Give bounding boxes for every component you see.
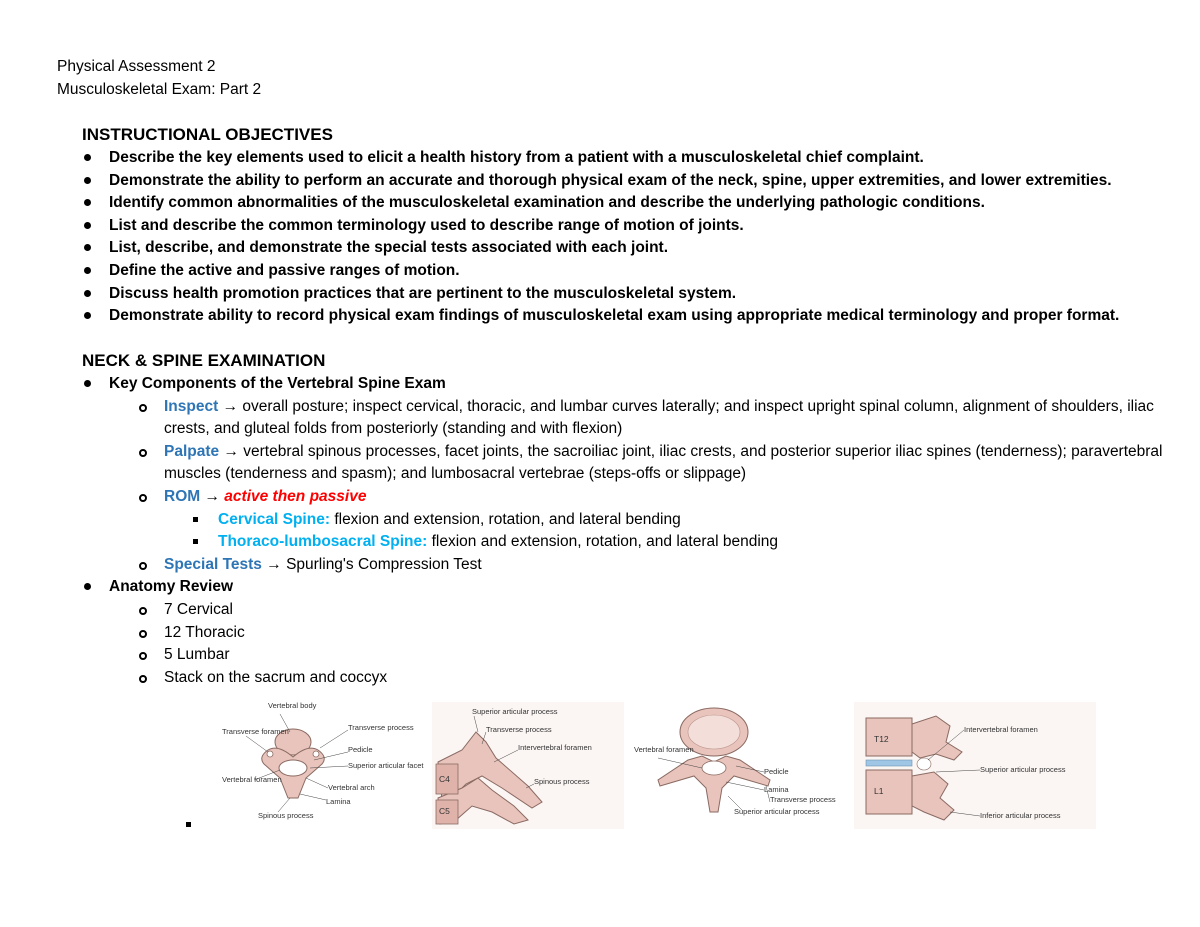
- arrow-icon: →: [223, 442, 239, 460]
- inspect-item: [82, 396, 1182, 441]
- fig4-intervertebral-foramen-label: Intervertebral foramen: [964, 725, 1038, 734]
- fig1-superior-articular-facet-label: Superior articular facet: [348, 761, 424, 770]
- vertebra-figures: [218, 702, 1096, 829]
- fig3-transverse-process-label: Transverse process: [770, 795, 836, 804]
- anatomy-review-item: Anatomy Review: [82, 576, 1182, 599]
- fig2-intervertebral-foramen-label: Intervertebral foramen: [518, 743, 592, 752]
- fig2-c4-label: C4: [439, 774, 450, 784]
- objectives-heading: INSTRUCTIONAL OBJECTIVES: [82, 125, 333, 144]
- fig2-superior-articular-process-label: Superior articular process: [472, 707, 558, 716]
- cervical-spine-text: flexion and extension, rotation, and lateral bending: [334, 510, 681, 528]
- fig1-spinous-process-label: Spinous process: [258, 811, 314, 820]
- lumbar-vertebra-illustration: [630, 702, 850, 829]
- objective-item: Define the active and passive ranges of motion.: [82, 260, 1182, 283]
- fig4-inferior-articular-process-label: Inferior articular process: [980, 811, 1061, 820]
- document-header: [57, 56, 261, 102]
- key-components-item: Key Components of the Vertebral Spine Exam: [82, 373, 1182, 396]
- cervical-spine-item: [82, 509, 1182, 532]
- fig1-transverse-process-label: Transverse process: [348, 723, 414, 732]
- fig2-transverse-process-label: Transverse process: [486, 725, 552, 734]
- fig4-l1-label: L1: [874, 786, 884, 796]
- objective-item: List, describe, and demonstrate the special tests associated with each joint.: [82, 237, 1182, 260]
- rom-label: ROM: [164, 487, 201, 505]
- fig3-lamina-label: Lamina: [764, 785, 789, 794]
- fig3-vertebral-foramen-label: Vertebral foramen: [634, 745, 694, 754]
- palpate-label: Palpate: [164, 442, 220, 460]
- empty-bullet-marker: [186, 822, 191, 827]
- neck-spine-list: [82, 373, 1182, 689]
- palpate-item: [82, 441, 1182, 486]
- objective-item: Describe the key elements used to elicit a health history from a patient with a musculoskeletal chief complaint.: [82, 147, 1182, 170]
- fig1-lamina-label: Lamina: [326, 797, 351, 806]
- anatomy-item: 12 Thoracic: [82, 622, 1182, 645]
- arrow-icon: →: [266, 555, 282, 573]
- lumbar-vertebra-figure: [630, 702, 850, 829]
- objective-item: Demonstrate ability to record physical exam findings of musculoskeletal exam using appropriate medical terminology and proper format.: [82, 305, 1182, 328]
- neck-spine-section: [82, 349, 1182, 689]
- thoraco-lumbosacral-label: Thoraco-lumbosacral Spine:: [218, 533, 428, 551]
- special-tests-text: Spurling's Compression Test: [286, 555, 482, 573]
- objective-item: Identify common abnormalities of the musculoskeletal examination and describe the underlying pathologic conditions.: [82, 192, 1182, 215]
- thoracolumbar-lateral-figure: [854, 702, 1096, 829]
- fig3-superior-articular-process-label: Superior articular process: [734, 807, 820, 816]
- fig4-t12-label: T12: [874, 734, 889, 744]
- fig1-transverse-foramen-label: Transverse foramen: [222, 727, 289, 736]
- special-tests-label: Special Tests: [164, 555, 262, 573]
- objective-item: List and describe the common terminology used to describe range of motion of joints.: [82, 215, 1182, 238]
- inspect-text: overall posture; inspect cervical, thoracic, and lumbar curves laterally; and inspect upright spinal column, alignment of shoulders, iliac crests, and gluteal folds from posteriorly (standing and with flexion): [164, 397, 1154, 438]
- cervical-vertebra-illustration: [218, 702, 428, 829]
- inspect-label: Inspect: [164, 397, 219, 415]
- rom-item: [82, 486, 1182, 509]
- cervical-spine-label: Cervical Spine:: [218, 510, 330, 528]
- fig1-pedicle-label: Pedicle: [348, 745, 373, 754]
- fig1-vertebral-foramen-label: Vertebral foramen: [222, 775, 282, 784]
- objectives-list: [82, 147, 1182, 328]
- palpate-text: vertebral spinous processes, facet joints, the sacroiliac joint, iliac crests, and posterior superior iliac spines (tenderness); paravertebral muscles (tenderness and spasm); and lumbosacral vertebrae (steps-offs or slippage): [164, 442, 1163, 483]
- fig2-c5-label: C5: [439, 806, 450, 816]
- objective-item: Discuss health promotion practices that are pertinent to the musculoskeletal system.: [82, 283, 1182, 306]
- neck-spine-heading: NECK & SPINE EXAMINATION: [82, 351, 326, 370]
- fig1-vertebral-body-label: Vertebral body: [268, 702, 317, 710]
- arrow-icon: →: [222, 397, 239, 415]
- objectives-section: [82, 123, 1182, 328]
- thoraco-lumbosacral-text: flexion and extension, rotation, and lateral bending: [431, 533, 779, 551]
- fig3-pedicle-label: Pedicle: [764, 767, 789, 776]
- course-title: Physical Assessment 2: [57, 58, 216, 75]
- thoraco-lumbosacral-item: [82, 531, 1182, 554]
- anatomy-item: 7 Cervical: [82, 599, 1182, 622]
- arrow-icon: →: [204, 487, 220, 505]
- fig1-vertebral-arch-label: Vertebral arch: [328, 783, 375, 792]
- exam-subtitle: Musculoskeletal Exam: Part 2: [57, 81, 262, 98]
- anatomy-item: Stack on the sacrum and coccyx: [82, 667, 1182, 690]
- cervical-lateral-illustration: [432, 702, 624, 829]
- fig4-superior-articular-process-label: Superior articular process: [980, 765, 1066, 774]
- anatomy-item: 5 Lumbar: [82, 644, 1182, 667]
- objective-item: Demonstrate the ability to perform an accurate and thorough physical exam of the neck, spine, upper extremities, and lower extremities.: [82, 170, 1182, 193]
- fig2-spinous-process-label: Spinous process: [534, 777, 590, 786]
- thoracolumbar-lateral-illustration: [854, 702, 1096, 829]
- special-tests-item: [82, 554, 1182, 577]
- rom-emphasis: active then passive: [224, 487, 367, 505]
- cervical-vertebra-figure: [218, 702, 428, 829]
- cervical-lateral-figure: [432, 702, 624, 829]
